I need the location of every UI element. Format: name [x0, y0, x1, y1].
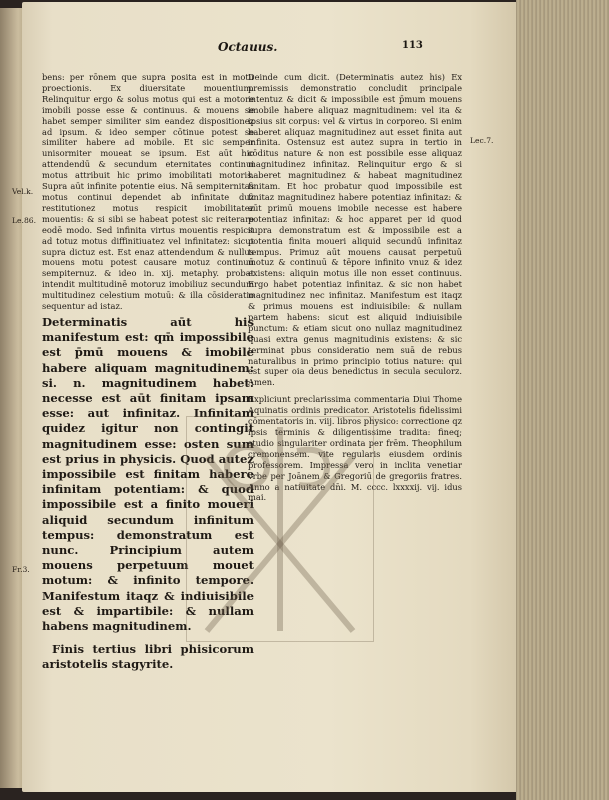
aristotle-text-paragraph: Determinatis aūt his manifestum est: qm̄ impossibile est p̄mū mouens & imobile habere aliquam magnitudinem: si. n. magnitudinem habet: necesse est aūt finitam ipsam esse: aut infinitaz. Infinitam quidez igitur non contingit magnitudinem esse: osten sum est prius in physicis. Quod autez impossibile est finitam habere infinitam potentiam: & quod impossibile est a finito moueri aliquid secundum infinitum tempus: demonstratum est nunc. Principium autem mouens perpetuum mouet motum: & infinito tempore. Manifestum itaqz & indiuisibile est & impartibile: & nullam habens magnitudinem. [42, 314, 254, 633]
bleed-through-printer-mark [186, 416, 374, 642]
margin-note-fr3: Fr.3. [12, 565, 30, 574]
margin-note-tc: Le.86. [12, 216, 37, 225]
book-colophon-finis: Finis tertius libri phisicorum aristotelis stagyrite. [42, 642, 254, 672]
running-head: Octauus. [218, 40, 278, 54]
page-edge-stack [516, 0, 609, 800]
commentary-paragraph: bens: per rōnem que supra posita est in motu proectionis. Ex diuersitate mouentium. Relinquitur ergo & solus motus qui est a motore imobili posse esse & continuus. & mouens se habet semper similiter sim eandez dispositionez ad ipsum. & ideo semper cōtinue potest se similiter habere ad mobile. Et sic semper unisormiter moueat se ipsum. Est aūt hic attendendū & secundum eternitates continui motus attribuit hic primo imobilitati motoris. Supra aūt infinite potentie eius. Nā sempiternitas motus continui dependet ab infinitate duz restitutionez motus respicit imobilitatez mouentis: & si sibi se habeat potest sic reiterare eodē modo. Sed infinita virtus mouentis respicit ad totuz motus diffinitiuatez vel infinitatez: sicut supra dictuz est. Est enaz attendendum & nullus mouens motu potest causare motuz continuū sempiternuz. & ideo in. xij. metaphy. probat intendit multitudinē motoruz imobiliuz secundum multitudinez celestium motuū: & illa cōsideratio sequentur ad istaz. [42, 72, 254, 312]
colophon-paragraph: Expliciunt preclarissima commentaria Diui Thome Aquinatis ordinis predicator. Aristotelis fidelissimi cōmentatoris in. viij. libros physico: correctione qz ipsis terminis & diligentissime tradita: fineq; studio singulariter ordinata per frēm. Theophilum cremonensem. vite regularis eiusdem ordinis professorem. Impressa vero in inclita venetiar vrbe per Joānem & Gregoriū de gregoriis fratres. Anno a natiuitate dn̄i. M. cccc. lxxxxij. vij. idus mai. [248, 394, 462, 503]
folio-number: 113 [402, 40, 423, 51]
margin-note-lec7: Lec.7. [470, 136, 494, 145]
commentary-paragraph: Deinde cum dicit. (Determinatis autez his) Ex premissis demonstratio concludit principale intentuz & dicit & impossibile est p̄mum mouens imobile habere aliquaz magnitudinem: vel ita & ipsius sit corpus: vel & virtus in corporeo. Si enim haberet aliquaz magnitudinez aut esset finita aut infinita. Ostensuz est autez supra in tertio in cōditus nature & non est possibile esse aliquaz magnitudinez infinitaz. Relinquitur ergo & si haberet magnitudinez & habeat magnitudinez finitam. Et hoc probatur quod impossibile est finitaz magnitudinez habere potentiaz infinitaz: & aūt primū mouens imobile necesse est habere potentiaz infinitaz: & hoc apparet per id quod supra demonstratum est & impossibile est a potentia finita moueri aliquid secundū infinitaz tempus. Primuz aūt mouens causat perpetuū motuz & continuū & tēpore infinito vnuz & idez existens: aliquin motus ille non esset continuus. Ergo habet potentiaz infinitaz. & sic non habet magnitudinez nec infinitaz. Manifestum est itaqz & primus mouens est indiuisibile: & nullam partem habens: sicut est aliquid indiuisibile punctum: & etiam sicut ono nullaz magnitudinez quasi extra genus magnitudinis existens: & sic terminat pbus consideratio nem suā de rebus naturalibus in primo principio totius nature: qui est super oia deus benedictus in secula seculorz. Amen. [248, 72, 462, 388]
margin-note-velk: Vel.k. [12, 187, 34, 196]
